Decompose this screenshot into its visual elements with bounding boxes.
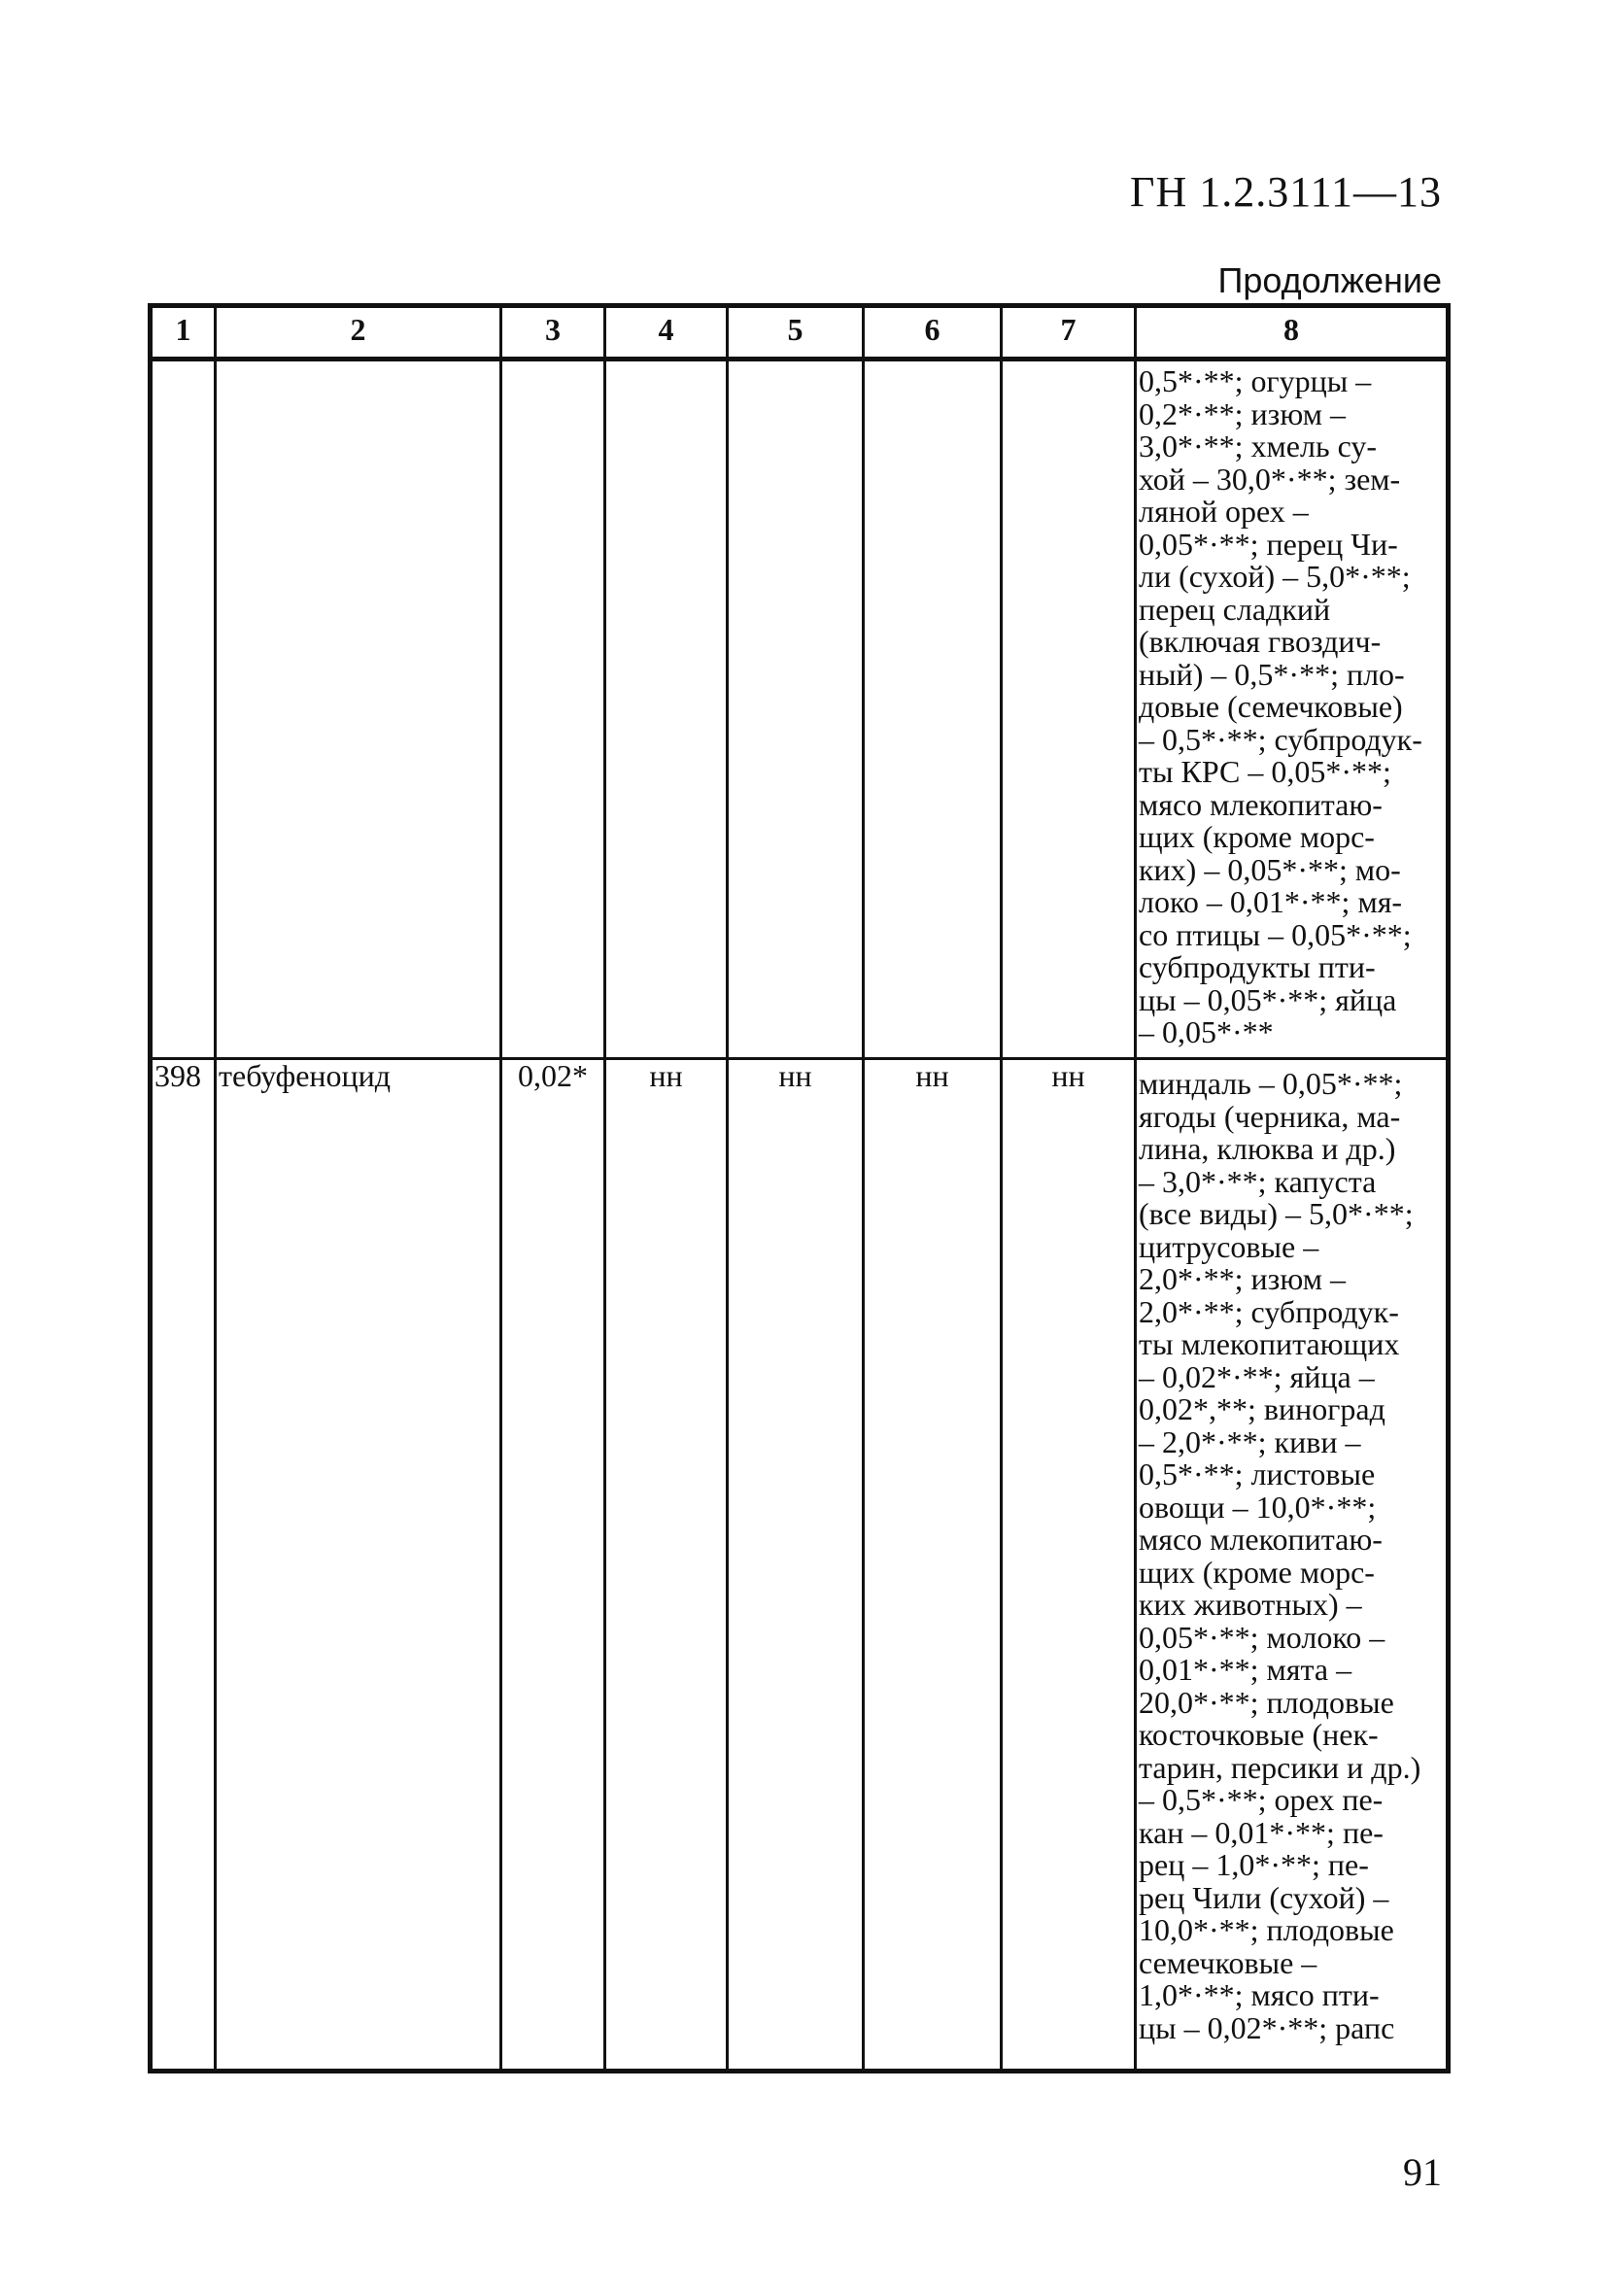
value-cell-7 <box>1002 360 1136 1059</box>
column-header: 8 <box>1136 306 1449 360</box>
value-cell-3: 0,02* <box>501 1059 605 2072</box>
residue-limits-cell: миндаль – 0,05*·**; ягоды (черника, ма- лина, клюква и др.) – 3,0*·**; капуста (все виды) – 5,0*·**; цитрусовые – 2,0*·**; изюм – 2,0*·**; субпродук- ты млекопитающих – 0,02*·**; яйца – 0,02*,**; виноград – 2,0*·**; киви – 0,5*·**; листовые овощи – 10,0*·**; мясо млекопитаю- щих (кроме морс- ких животных) – 0,05*·**; молоко – 0,01*·**; мята – 20,0*·**; плодовые косточковые (нек- тарин, персики и др.) – 0,5*·**; орех пе- кан – 0,01*·**; пе- рец – 1,0*·**; пе- рец Чили (сухой) – 10,0*·**; плодовые семечковые – 1,0*·**; мясо пти- цы – 0,02*·**; рапс <box>1136 1059 1449 2072</box>
column-header: 1 <box>151 306 216 360</box>
row-number-cell: 398 <box>151 1059 216 2072</box>
column-header: 4 <box>605 306 728 360</box>
residue-limits-cell: 0,5*·**; огурцы – 0,2*·**; изюм – 3,0*·**; хмель су- хой – 30,0*·**; зем- ляной орех – 0,05*·**; перец Чи- ли (сухой) – 5,0*·**; перец сладкий (включая гвоздич- ный) – 0,5*·**; пло- довые (семечковые) – 0,5*·**; субпродук- ты КРС – 0,05*·**; мясо млекопитаю- щих (кроме морс- ких) – 0,05*·**; мо- локо – 0,01*·**; мя- со птицы – 0,05*·**; субпродукты пти- цы – 0,05*·**; яйца – 0,05*·** <box>1136 360 1449 1059</box>
column-header: 6 <box>864 306 1002 360</box>
value-cell-5: нн <box>728 1059 864 2072</box>
substance-name-cell <box>216 360 501 1059</box>
value-cell-5 <box>728 360 864 1059</box>
table-row <box>151 360 1449 1059</box>
value-cell-7: нн <box>1002 1059 1136 2072</box>
column-header: 7 <box>1002 306 1136 360</box>
value-cell-6 <box>864 360 1002 1059</box>
value-cell-3 <box>501 360 605 1059</box>
value-cell-6: нн <box>864 1059 1002 2072</box>
row-number-cell <box>151 360 216 1059</box>
substance-name-cell: тебуфеноцид <box>216 1059 501 2072</box>
table-header-row <box>151 306 1449 360</box>
norms-table <box>148 303 1451 2073</box>
value-cell-4: нн <box>605 1059 728 2072</box>
table-row <box>151 1059 1449 2072</box>
continuation-label: Продолжение <box>1217 260 1442 300</box>
value-cell-4 <box>605 360 728 1059</box>
column-header: 2 <box>216 306 501 360</box>
column-header: 3 <box>501 306 605 360</box>
column-header: 5 <box>728 306 864 360</box>
page-number: 91 <box>1403 2150 1442 2194</box>
document-code: ГН 1.2.3111—13 <box>1130 168 1442 216</box>
